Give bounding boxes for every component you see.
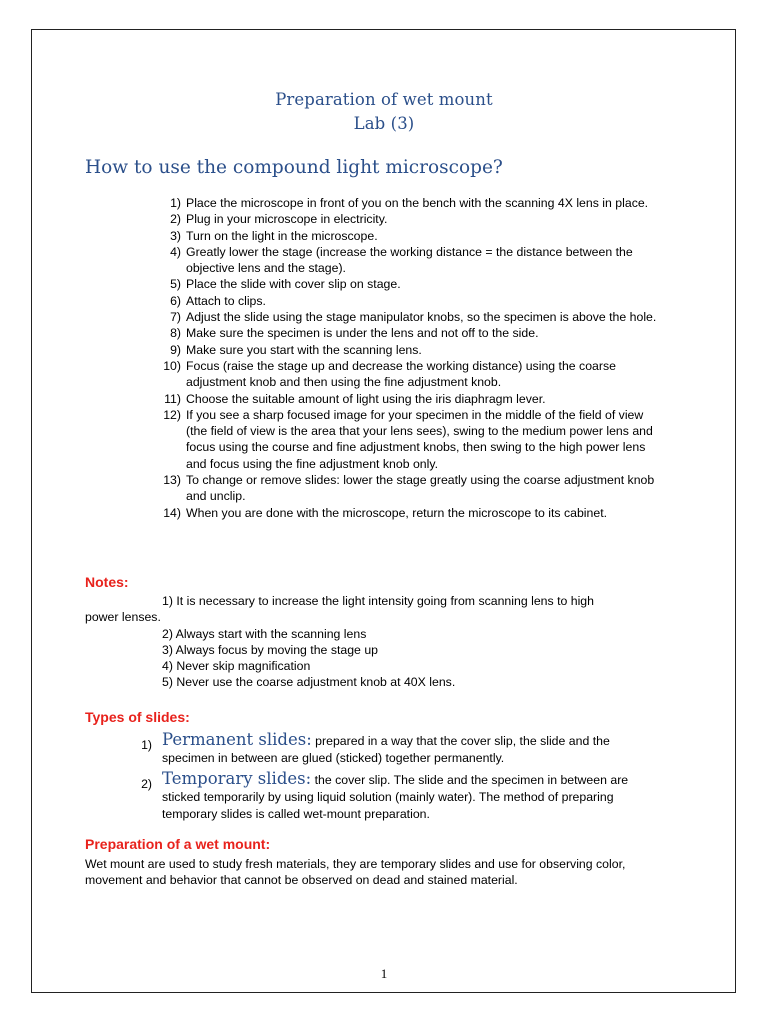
list-item	[131, 309, 661, 325]
list-item	[131, 505, 661, 521]
list-item-text: To change or remove slides: lower the stage greatly using the coarse adjustment knob and unclip.	[186, 473, 655, 504]
list-item	[131, 228, 661, 244]
list-item-number: 1)	[170, 196, 181, 210]
list-item-text: Focus (raise the stage up and decrease the working distance) using the coarse adjustment knob and then using the fine adjustment knob.	[186, 358, 616, 390]
list-item	[131, 472, 661, 505]
list-item-text: Greatly lower the stage (increase the working distance = the distance between the objective lens and the stage).	[186, 244, 633, 276]
list-item-text: When you are done with the microscope, return the microscope to its cabinet.	[186, 505, 608, 520]
slide-term: Temporary slides:	[162, 769, 312, 789]
list-item-number: 1)	[141, 738, 152, 752]
notes-list	[85, 593, 625, 691]
list-item	[131, 244, 661, 277]
page-number: 1	[380, 966, 388, 981]
list-item	[131, 276, 661, 292]
list-item	[131, 325, 661, 341]
slide-description: prepared in a way that the cover slip, the slide and the specimen in between are glued (sticked) together permanently.	[162, 734, 610, 765]
list-item	[131, 211, 661, 227]
list-item	[107, 769, 652, 822]
list-item-number: 6)	[170, 293, 181, 308]
notes-heading: Notes:	[85, 574, 129, 590]
list-item-number: 4)	[170, 244, 181, 259]
list-item	[131, 358, 661, 391]
list-item-number: 12)	[163, 407, 181, 422]
list-item-number: 13)	[163, 473, 181, 488]
note-item: 5) Never use the coarse adjustment knob at 40X lens.	[162, 675, 456, 690]
section-heading-microscope: How to use the compound light microscope?	[85, 157, 503, 178]
wet-mount-heading: Preparation of a wet mount:	[85, 836, 271, 852]
note-item: 4) Never skip magnification	[162, 659, 311, 674]
list-item-text: Choose the suitable amount of light using the iris diaphragm lever.	[186, 391, 546, 406]
list-item-text: Make sure you start with the scanning lens.	[186, 342, 422, 357]
list-item-text: Adjust the slide using the stage manipulator knobs, so the specimen is above the hole.	[186, 310, 657, 325]
list-item	[131, 407, 661, 472]
list-item	[131, 293, 661, 309]
list-item-text: Place the slide with cover slip on stage.	[186, 277, 401, 292]
list-item	[131, 342, 661, 358]
note-item: 2) Always start with the scanning lens	[162, 626, 367, 641]
slide-description: the cover slip. The slide and the specimen in between are sticked temporarily by using liquid solution (mainly water). The method of preparing temporary slides is called wet-mount preparation.	[162, 773, 629, 821]
list-item-number: 3)	[170, 228, 181, 243]
list-item-number: 2)	[170, 212, 181, 227]
list-item-text: If you see a sharp focused image for your specimen in the middle of the field of view (the field of view is the area that your lens sees), swing to the medium power lens and focus using the course and fine adjustment knobs, then swing to the high power lens and focus using the fine adjustment knob only.	[186, 407, 653, 471]
list-item	[107, 730, 652, 766]
microscope-steps-list	[131, 195, 661, 521]
document-subtitle: Lab (3)	[353, 114, 415, 133]
list-item-number: 2)	[141, 777, 152, 792]
wet-mount-paragraph: Wet mount are used to study fresh materials, they are temporary slides and use for observing color, movement and behavior that cannot be observed on dead and stained material.	[85, 857, 626, 888]
list-item-number: 10)	[163, 358, 181, 373]
list-item-number: 11)	[164, 391, 181, 406]
list-item-number: 14)	[163, 505, 181, 520]
list-item-text: Place the microscope in front of you on the bench with the scanning 4X lens in place.	[186, 196, 649, 210]
list-item-number: 8)	[170, 326, 181, 341]
list-item-text: Attach to clips.	[186, 293, 266, 308]
document-title: Preparation of wet mount	[275, 90, 493, 109]
list-item	[131, 195, 661, 211]
slide-types-list	[107, 730, 652, 825]
slide-term: Permanent slides:	[162, 730, 312, 749]
list-item	[131, 391, 661, 407]
slides-heading: Types of slides:	[85, 709, 190, 725]
list-item-text: Plug in your microscope in electricity.	[186, 212, 388, 227]
list-item-text: Turn on the light in the microscope.	[186, 228, 378, 243]
list-item-number: 5)	[170, 277, 181, 292]
list-item-number: 7)	[170, 310, 181, 325]
list-item-number: 9)	[170, 342, 181, 357]
note-item: 3) Always focus by moving the stage up	[162, 642, 378, 657]
list-item-text: Make sure the specimen is under the lens and not off to the side.	[186, 326, 539, 341]
note-item: 1) It is necessary to increase the light intensity going from scanning lens to high power lenses.	[85, 594, 594, 625]
